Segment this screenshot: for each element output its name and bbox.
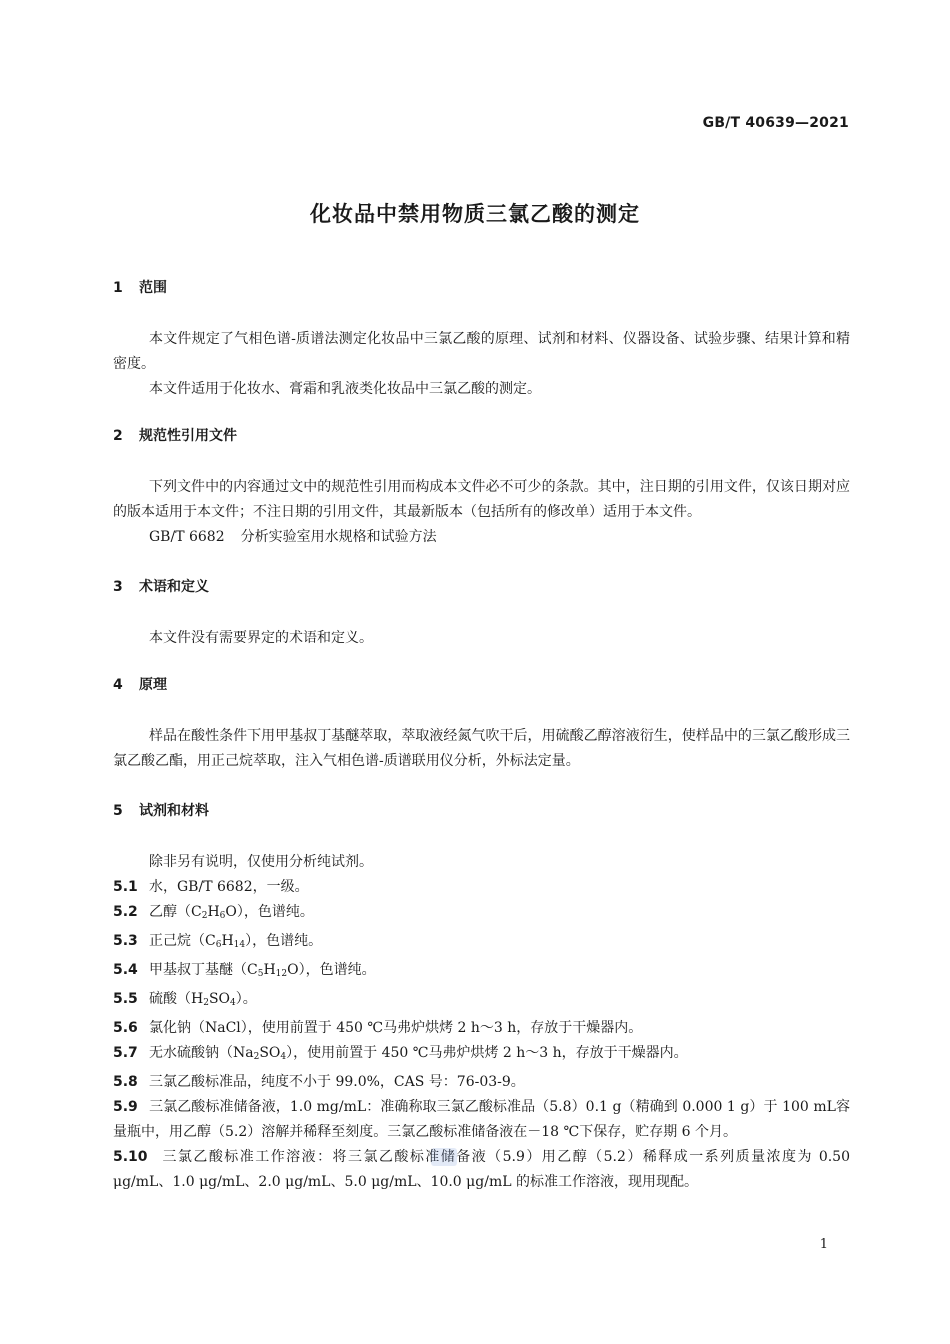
section-title: 试剂和材料 [139, 803, 209, 819]
watermark-icon [429, 1142, 459, 1172]
reference-code: GB/T 6682 [149, 529, 225, 545]
list-item [113, 1070, 850, 1095]
item-number: 5.2 [113, 904, 138, 920]
reference-title: 分析实验室用水规格和试验方法 [240, 529, 437, 545]
item-text: 乙醇$(C_2H_6O)$，色谱纯。 [149, 904, 314, 921]
item-number: 5.7 [113, 1045, 138, 1061]
section-title: 规范性引用文件 [139, 428, 237, 444]
item-number: 5.3 [113, 933, 138, 949]
standard-code: GB/T 40639—2021 [702, 115, 849, 131]
section-number: 3 [113, 579, 123, 595]
item-number: 5.8 [113, 1074, 138, 1090]
item-text: 三氯乙酸标准工作溶液：将三氯乙酸标准储备液（5.9）用乙醇（5.2）稀释成一系列质量浓度为 0.50 μg/mL、1.0 μg/mL、2.0 μg/mL、5.0 μg/mL、10.0 μg/mL 的标准工作溶液，现用现配。 [113, 1149, 850, 1190]
document-body [113, 276, 850, 1195]
paragraph: 样品在酸性条件下用甲基叔丁基醚萃取，萃取液经氮气吹干后，用硫酸乙醇溶液衍生，使样品中的三氯乙酸形成三氯乙酸乙酯，用正己烷萃取，注入气相色谱-质谱联用仪分析，外标法定量。 [113, 728, 850, 769]
section-title: 术语和定义 [139, 579, 209, 595]
section-title: 范围 [139, 280, 167, 296]
item-text: 三氯乙酸标准品，纯度不小于 99.0%，CAS 号：76-03-9。 [149, 1074, 525, 1090]
section-number: 2 [113, 428, 123, 444]
item-number: 5.1 [113, 879, 138, 895]
section-number: 5 [113, 803, 123, 819]
list-item [113, 1095, 850, 1145]
paragraph: 除非另有说明，仅使用分析纯试剂。 [149, 854, 373, 870]
section-number: 4 [113, 677, 123, 693]
item-number: 5.4 [113, 962, 138, 978]
section-heading-principle [113, 673, 850, 697]
item-text: 甲基叔丁基醚$(C_5H_{12}O)$，色谱纯。 [149, 962, 376, 979]
item-number: 5.6 [113, 1020, 138, 1036]
list-item [113, 929, 850, 958]
item-text: 正己烷$(C_6H_{14})$，色谱纯。 [149, 933, 323, 950]
section-heading-reagents [113, 799, 850, 823]
page-number: 1 [819, 1237, 828, 1252]
list-item [113, 900, 850, 929]
section-heading-normative-references [113, 424, 850, 448]
paragraph: 下列文件中的内容通过文中的规范性引用而构成本文件必不可少的条款。其中，注日期的引用文件，仅该日期对应的版本适用于本文件；不注日期的引用文件，其最新版本（包括所有的修改单）适用于本文件。 [113, 479, 850, 520]
list-item [113, 1145, 850, 1195]
list-item [113, 1041, 850, 1070]
item-number: 5.9 [113, 1099, 138, 1115]
item-text: 氯化钠（NaCl），使用前置于 450 ℃马弗炉烘烤 2 h～3 h，存放于干燥器内。 [149, 1020, 643, 1036]
list-item [113, 1016, 850, 1041]
item-text: 水，GB/T 6682，一级。 [149, 879, 309, 895]
item-number: 5.10 [113, 1149, 148, 1165]
list-item [113, 987, 850, 1016]
section-heading-terms [113, 575, 850, 599]
item-text: 硫酸$(H_2SO_4)$。 [149, 991, 257, 1008]
section-number: 1 [113, 280, 123, 296]
list-item [113, 958, 850, 987]
section-heading-scope [113, 276, 850, 300]
item-text: 无水硫酸钠$(Na_2SO_4)$，使用前置于 450 ℃马弗炉烘烤 2 h～3 h，存放于干燥器内。 [149, 1045, 688, 1062]
section-title: 原理 [139, 677, 167, 693]
document-title: 化妆品中禁用物质三氯乙酸的测定 [310, 202, 640, 226]
paragraph: 本文件规定了气相色谱-质谱法测定化妆品中三氯乙酸的原理、试剂和材料、仪器设备、试验步骤、结果计算和精密度。 [113, 331, 850, 372]
list-item [113, 875, 850, 900]
item-text: 三氯乙酸标准储备液，1.0 mg/mL：准确称取三氯乙酸标准品（5.8）0.1 g（精确到 0.000 1 g）于 100 mL容量瓶中，用乙醇（5.2）溶解并稀释至刻度。三氯乙酸标准储备液在－18 ℃下保存，贮存期 6 个月。 [113, 1099, 850, 1140]
paragraph: 本文件没有需要界定的术语和定义。 [149, 630, 373, 646]
paragraph: 本文件适用于化妆水、膏霜和乳液类化妆品中三氯乙酸的测定。 [149, 381, 541, 397]
item-number: 5.5 [113, 991, 138, 1007]
reference-entry [113, 525, 850, 550]
